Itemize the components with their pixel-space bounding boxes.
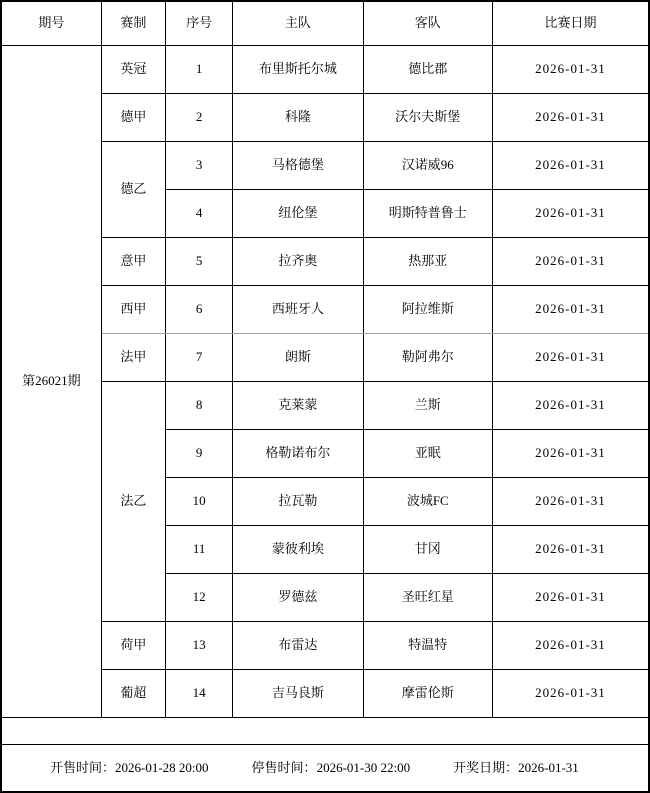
table-bottom: [1, 717, 649, 792]
serial-cell: 3: [165, 141, 232, 189]
serial-cell: 13: [165, 621, 232, 669]
home-team-cell: 纽伦堡: [233, 189, 363, 237]
away-team-cell: 明斯特普鲁士: [363, 189, 492, 237]
home-team-cell: 布雷达: [233, 621, 363, 669]
draw-date-label: 开奖日期：: [453, 759, 519, 775]
date-cell: 2026-01-31: [492, 333, 649, 381]
away-team-cell: 亚眠: [363, 429, 492, 477]
sale-info-cell: [1, 744, 649, 792]
table-header: [1, 1, 649, 45]
header-row: [1, 1, 649, 45]
serial-cell: 2: [165, 93, 232, 141]
match-row: [1, 45, 649, 93]
serial-cell: 8: [165, 381, 232, 429]
spacer-cell: [1, 717, 649, 744]
home-team-cell: 拉齐奥: [233, 237, 363, 285]
away-team-cell: 汉诺威96: [363, 141, 492, 189]
away-team-cell: 德比郡: [363, 45, 492, 93]
header-period: 期号: [1, 1, 101, 45]
home-team-cell: 朗斯: [233, 333, 363, 381]
sale-stop-label: 停售时间：: [251, 759, 317, 775]
away-team-cell: 阿拉维斯: [363, 285, 492, 333]
league-cell: 法乙: [101, 381, 165, 621]
sale-stop-time: [252, 760, 411, 776]
home-team-cell: 蒙彼利埃: [233, 525, 363, 573]
table-body: [1, 45, 649, 717]
date-cell: 2026-01-31: [492, 573, 649, 621]
date-cell: 2026-01-31: [492, 45, 649, 93]
sale-stop-value: 2026-01-30 22:00: [316, 759, 411, 775]
home-team-cell: 格勒诺布尔: [233, 429, 363, 477]
home-team-cell: 拉瓦勒: [233, 477, 363, 525]
home-team-cell: 西班牙人: [233, 285, 363, 333]
date-cell: 2026-01-31: [492, 93, 649, 141]
header-home-team: 主队: [233, 1, 363, 45]
date-cell: 2026-01-31: [492, 525, 649, 573]
header-away-team: 客队: [363, 1, 492, 45]
draw-date: [453, 760, 579, 776]
home-team-cell: 布里斯托尔城: [233, 45, 363, 93]
header-serial: 序号: [165, 1, 232, 45]
date-cell: 2026-01-31: [492, 477, 649, 525]
draw-date-value: 2026-01-31: [518, 759, 579, 775]
league-cell: 英冠: [101, 45, 165, 93]
date-cell: 2026-01-31: [492, 141, 649, 189]
league-cell: 意甲: [101, 237, 165, 285]
league-cell: 葡超: [101, 669, 165, 717]
header-match-date: 比赛日期: [492, 1, 649, 45]
away-team-cell: 特温特: [363, 621, 492, 669]
league-cell: 法甲: [101, 333, 165, 381]
home-team-cell: 科隆: [233, 93, 363, 141]
sale-start-value: 2026-01-28 20:00: [115, 759, 209, 775]
serial-cell: 12: [165, 573, 232, 621]
sale-info: [2, 760, 648, 776]
sale-start-label: 开售时间：: [50, 759, 116, 775]
period-cell: 第26021期: [1, 45, 101, 717]
footer-row: [1, 744, 649, 792]
away-team-cell: 波城FC: [363, 477, 492, 525]
serial-cell: 7: [165, 333, 232, 381]
serial-cell: 14: [165, 669, 232, 717]
away-team-cell: 摩雷伦斯: [363, 669, 492, 717]
serial-cell: 10: [165, 477, 232, 525]
serial-cell: 5: [165, 237, 232, 285]
serial-cell: 11: [165, 525, 232, 573]
date-cell: 2026-01-31: [492, 237, 649, 285]
away-team-cell: 勒阿弗尔: [363, 333, 492, 381]
sale-start-time: [50, 760, 209, 776]
league-cell: 西甲: [101, 285, 165, 333]
home-team-cell: 克莱蒙: [233, 381, 363, 429]
home-team-cell: 吉马良斯: [233, 669, 363, 717]
serial-cell: 9: [165, 429, 232, 477]
date-cell: 2026-01-31: [492, 381, 649, 429]
date-cell: 2026-01-31: [492, 669, 649, 717]
away-team-cell: 沃尔夫斯堡: [363, 93, 492, 141]
header-league: 赛制: [101, 1, 165, 45]
date-cell: 2026-01-31: [492, 429, 649, 477]
league-cell: 德甲: [101, 93, 165, 141]
away-team-cell: 圣旺红星: [363, 573, 492, 621]
serial-cell: 1: [165, 45, 232, 93]
away-team-cell: 热那亚: [363, 237, 492, 285]
serial-cell: 6: [165, 285, 232, 333]
home-team-cell: 罗德兹: [233, 573, 363, 621]
home-team-cell: 马格德堡: [233, 141, 363, 189]
away-team-cell: 兰斯: [363, 381, 492, 429]
date-cell: 2026-01-31: [492, 621, 649, 669]
spacer-row: [1, 717, 649, 744]
serial-cell: 4: [165, 189, 232, 237]
date-cell: 2026-01-31: [492, 189, 649, 237]
league-cell: 德乙: [101, 141, 165, 237]
date-cell: 2026-01-31: [492, 285, 649, 333]
away-team-cell: 甘冈: [363, 525, 492, 573]
league-cell: 荷甲: [101, 621, 165, 669]
